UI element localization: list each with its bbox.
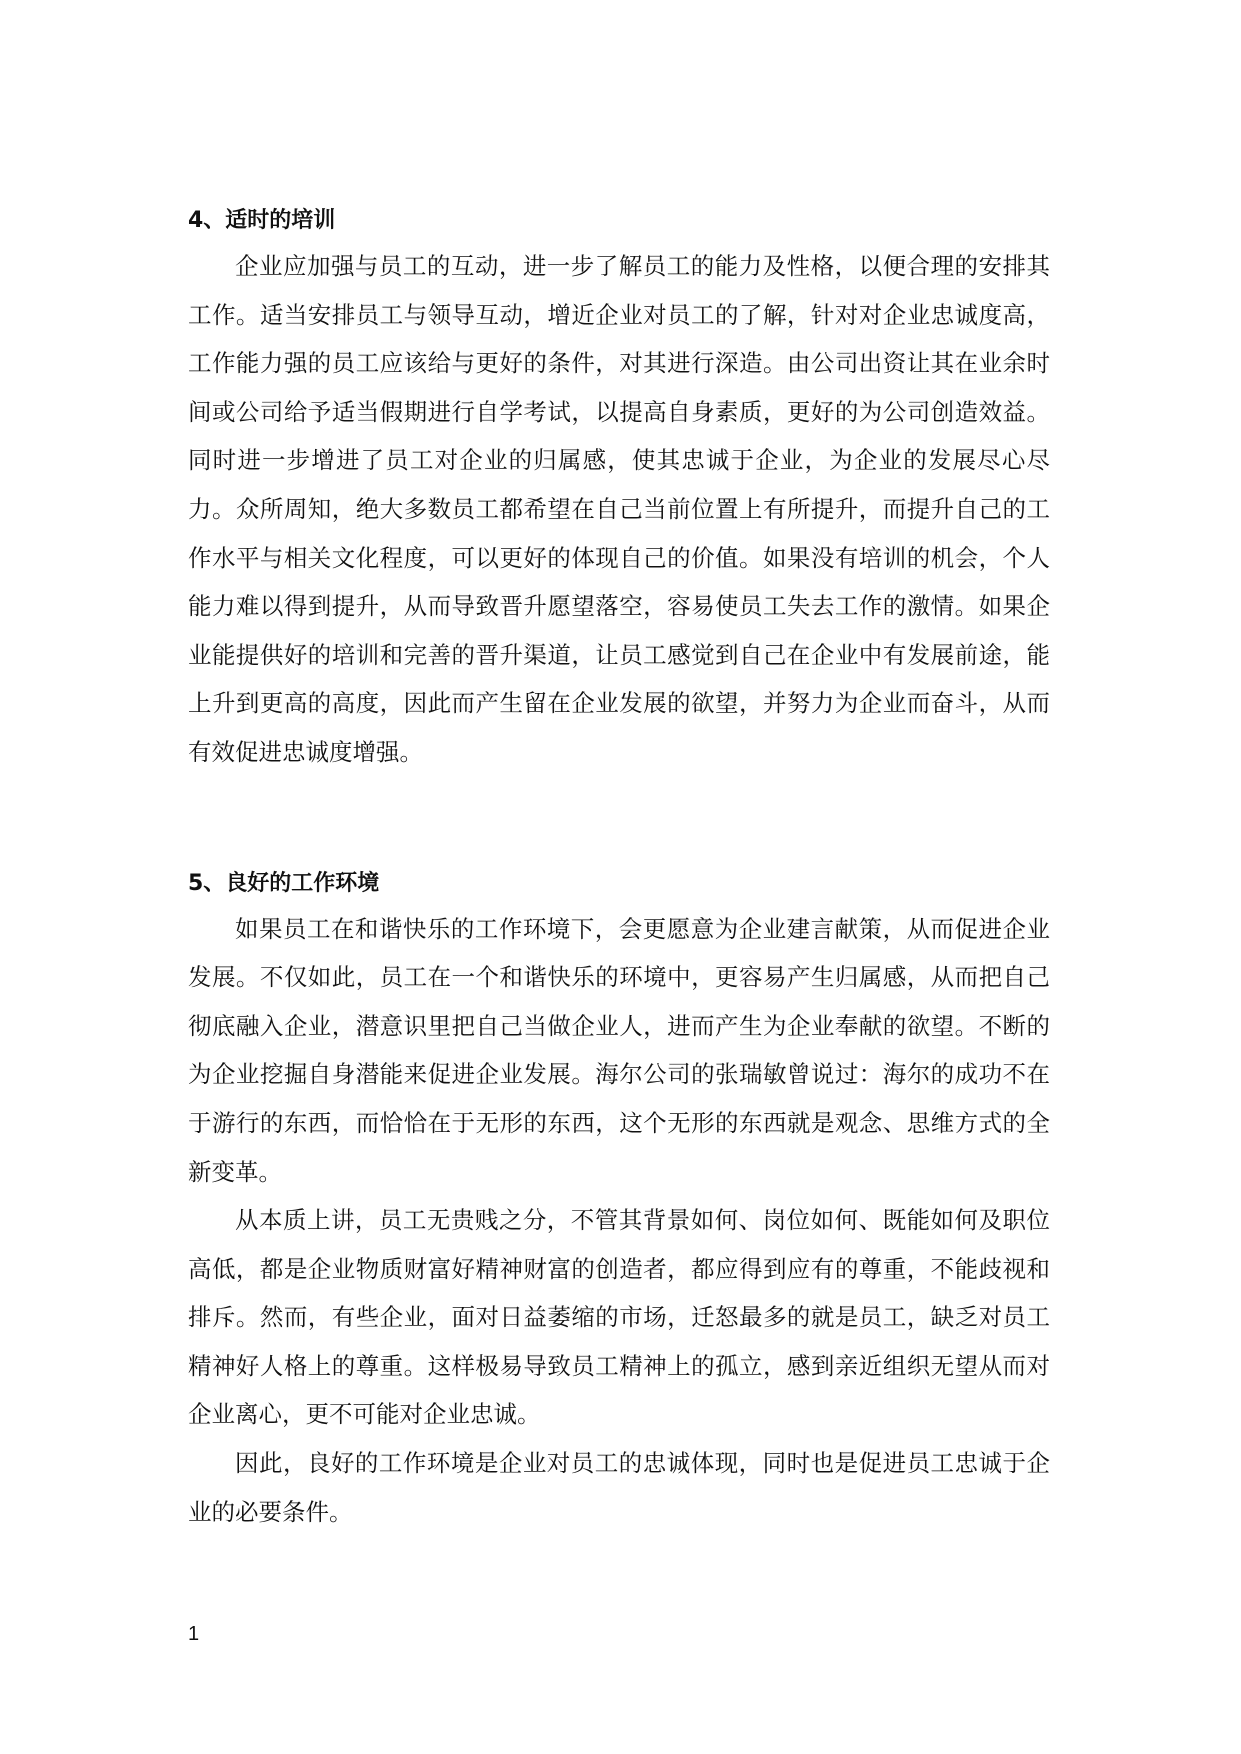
section-training (188, 200, 1050, 777)
body-paragraph: 因此，良好的工作环境是企业对员工的忠诚体现，同时也是促进员工忠诚于企业的必要条件。 (188, 1449, 1050, 1526)
page-number: 1 (188, 1623, 200, 1645)
document-body (188, 200, 1050, 1536)
body-paragraph: 从本质上讲，员工无贵贱之分，不管其背景如何、岗位如何、既能如何及职位高低，都是企业物质财富好精神财富的创造者，都应得到应有的尊重，不能歧视和排斥。然而，有些企业，面对日益萎缩的市场，迁怒最多的就是员工，缺乏对员工精神好人格上的尊重。这样极易导致员工精神上的孤立，感到亲近组织无望从而对企业离心，更不可能对企业忠诚。 (188, 1206, 1050, 1429)
section-heading: 5、良好的工作环境 (188, 870, 380, 896)
body-paragraph: 如果员工在和谐快乐的工作环境下，会更愿意为企业建言献策，从而促进企业发展。不仅如此，员工在一个和谐快乐的环境中，更容易产生归属感，从而把自己彻底融入企业，潜意识里把自己当做企业人，进而产生为企业奉献的欲望。不断的为企业挖掘自身潜能来促进企业发展。海尔公司的张瑞敏曾说过：海尔的成功不在于游行的东西，而恰恰在于无形的东西，这个无形的东西就是观念、思维方式的全新变革。 (188, 914, 1050, 1186)
section-heading: 4、适时的培训 (188, 208, 336, 233)
body-paragraph: 企业应加强与员工的互动，进一步了解员工的能力及性格，以便合理的安排其工作。适当安排员工与领导互动，增近企业对员工的了解，针对对企业忠诚度高，工作能力强的员工应该给与更好的条件，对其进行深造。由公司出资让其在业余时间或公司给予适当假期进行自学考试，以提高自身素质，更好的为公司创造效益。同时进一步增进了员工对企业的归属感，使其忠诚于企业，为企业的发展尽心尽力。众所周知，绝大多数员工都希望在自己当前位置上有所提升，而提升自己的工作水平与相关文化程度，可以更好的体现自己的价值。如果没有培训的机会，个人能力难以得到提升，从而导致晋升愿望落空，容易使员工失去工作的激情。如果企业能提供好的培训和完善的晋升渠道，让员工感觉到自己在企业中有发展前途，能上升到更高的高度，因此而产生留在企业发展的欲望，并努力为企业而奋斗，从而有效促进忠诚度增强。 (188, 252, 1050, 766)
section-work-environment (188, 863, 1050, 1537)
